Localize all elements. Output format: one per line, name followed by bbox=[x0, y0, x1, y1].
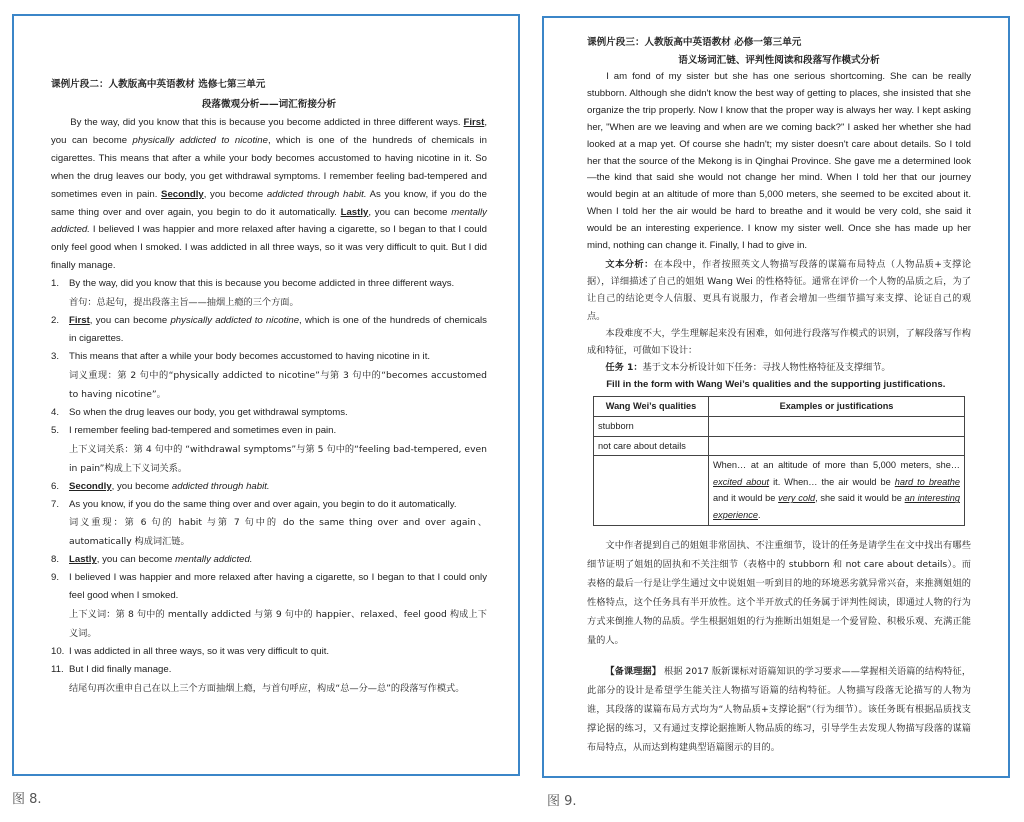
table-header-row bbox=[594, 397, 965, 417]
table-cell bbox=[709, 416, 965, 436]
analysis-note: 上下义词关系：第 4 句中的 “withdrawal symptoms”与第 5 句中的“feeling bad-tempered, even in pain”构成上下义词关系。 bbox=[69, 443, 487, 474]
list-item: 5. I remember feeling bad-tempered and sometimes even in pain. bbox=[51, 424, 337, 436]
table-header: Examples or justifications bbox=[709, 397, 965, 417]
figure-9-caption: 图 9. bbox=[547, 794, 577, 809]
list-item: 2. First, you can become physically addicted to nicotine, which is one of the hundreds of chemicals in cigarettes. bbox=[51, 315, 487, 344]
figure-8-caption: 图 8. bbox=[12, 792, 42, 807]
analysis-note: 结尾句再次重申自己在以上三个方面抽烟上瘾，与首句呼应，构成“总—分—总”的段落写作模式。 bbox=[69, 682, 465, 694]
fig8-heading-1: 课例片段二：人教版高中英语教材 选修七第三单元 bbox=[51, 79, 266, 90]
list-item: 6. Secondly, you become addicted through habit. bbox=[51, 480, 270, 492]
fig8-heading-2: 段落微观分析——词汇衔接分析 bbox=[201, 99, 337, 110]
fig8-paragraph: By the way, did you know that this is because you become addicted in three different ways. First, you can become physically addicted to nicotine, which is one of the hundreds of chemicals in cigarettes. This means that after a while your body becomes accustomed to having nicotine in it. So when the drug leaves our body, you get withdrawal symptoms. I remember feeling bad-tempered and sometimes even in pain. Secondly, you become addicted through habit. As you know, if you do the same thing over and over again, you begin to do it automatically. Lastly, you can become mentally addicted. I believed I was happier and more relaxed after having a cigarette, so I began to that I could only feel good when I smoked. I was addicted in all three ways, so it was very difficult to quit. But I did finally manage. bbox=[51, 117, 487, 272]
figure-8-page bbox=[12, 14, 520, 776]
fig9-heading-2: 语义场词汇链、评判性阅读和段落写作模式分析 bbox=[678, 55, 880, 66]
analysis-note: 首句：总起句，提出段落主旨——抽烟上瘾的三个方面。 bbox=[69, 297, 299, 309]
difficulty-note: 本段难度不大，学生理解起来没有困难，如何进行段落写作模式的识别，了解段落写作构成和特征，可做如下设计： bbox=[587, 327, 971, 356]
secondly-keyword: Secondly bbox=[161, 188, 204, 200]
table-cell: When… at an altitude of more than 5,000 meters, she… excited about it. When… the air would be hard to breathe and it would be very cold, she said it would be an interesting experience. bbox=[709, 456, 965, 525]
task-discussion: 文中作者提到自己的姐姐非常固执、不注重细节，设计的任务是请学生在文中找出有哪些细节证明了姐姐的固执和不关注细节（表格中的 stubborn 和 not care about details）。而表格的最后一行是让学生通过文中说姐姐一听到目的地的环境恶劣就异常兴奋，来推测姐姐的性格特点，这个任务具有半开放性。这个半开放式的任务属于评判性阅读，即通过人物的行为方式来倒推人物的品质。学生根据姐姐的行为推断出姐姐是一个爱冒险、积极乐观、充满正能量的人。 bbox=[587, 539, 971, 646]
list-item: 9. I believed I was happier and more relaxed after having a cigarette, so I began to that I could only feel good when I smoked. bbox=[51, 572, 487, 602]
fig9-heading-1: 课例片段三：人教版高中英语教材 必修一第三单元 bbox=[587, 37, 802, 48]
table-row bbox=[594, 416, 965, 436]
list-item: 7. As you know, if you do the same thing over and over again, you begin to do it automatically. bbox=[51, 498, 457, 510]
text-analysis: 文本分析：在本段中，作者按照英文人物描写段落的谋篇布局特点（人物品质+支撑论据），详细描述了自己的姐姐 Wang Wei 的性格特征。通常在评价一个人物的品质之后，为了让自己的结论更令人信服、更具有说服力，作者会增加一些细节描写来支撑、论证自己的观点。 bbox=[587, 258, 972, 322]
list-item: 4. So when the drug leaves our body, you get withdrawal symptoms. bbox=[51, 406, 348, 418]
table-row bbox=[594, 456, 965, 525]
list-item: 11. But I did finally manage. bbox=[51, 664, 172, 676]
figure-8-content bbox=[51, 78, 487, 698]
list-item: 8. Lastly, you can become mentally addicted. bbox=[51, 554, 253, 566]
analysis-note: 词义重现：第 6 句的 habit 与第 7 句中的 do the same thing over and over again、automatically 构成词汇链。 bbox=[69, 517, 487, 548]
table-cell bbox=[594, 456, 709, 525]
table-header: Wang Wei’s qualities bbox=[594, 397, 709, 417]
qualities-table bbox=[593, 396, 965, 525]
analysis-note: 上下义词：第 8 句中的 mentally addicted 与第 9 句中的 happier、relaxed、feel good 构成上下义词。 bbox=[69, 609, 487, 640]
analysis-note: 词义重现：第 2 句中的“physically addicted to nicotine”与第 3 句中的“becomes accustomed to having nicotine”。 bbox=[69, 369, 487, 400]
first-keyword: First bbox=[463, 117, 485, 128]
table-row bbox=[594, 436, 965, 456]
sentence-list bbox=[51, 275, 487, 698]
lastly-keyword: Lastly bbox=[340, 206, 369, 218]
list-item: 10. I was addicted in all three ways, so it was very difficult to quit. bbox=[51, 646, 330, 658]
table-cell: not care about details bbox=[594, 436, 709, 456]
fig9-paragraph: I am fond of my sister but she has one serious shortcoming. She can be really stubborn. Although she didn't know the best way of getting to places, she insisted that she organize the trip properly. Now I know that the proper way is always her way. I kept asking her, "When are we leaving and when are we coming back?" I asked her whether she had looked at a map yet. Of course she hadn't; my sister doesn't care about details. So I told her that the source of the Mekong is in Qinghai Province. She gave me a determined look—the kind that said she would not change her mind. When I told her that our journey would begin at an altitude of more than 5,000 meters, she seemed to be excited about it. When I told her the air would be hard to breathe and it would be very cold, she said it would be an interesting experience. I know my sister well. Once she has made up her mind, nothing can change it. Finally, I had to give in. bbox=[587, 71, 971, 252]
list-item: 3. This means that after a while your body becomes accustomed to having nicotine in it. bbox=[51, 350, 431, 362]
figure-9-page bbox=[542, 16, 1010, 778]
task-1: 任务 1：基于文本分析设计如下任务：寻找人物性格特征及支撑细节。 bbox=[605, 362, 891, 374]
fill-in-instruction: Fill in the form with Wang Wei’s qualities and the supporting justifications. bbox=[606, 379, 946, 391]
list-item: 1. By the way, did you know that this is because you become addicted in three different ways. bbox=[51, 278, 455, 290]
figure-9-content bbox=[587, 36, 971, 757]
lesson-rationale: 【备课理据】 根据 2017 版新课标对语篇知识的学习要求——掌握相关语篇的结构特征，此部分的设计是希望学生能关注人物描写语篇的结构特征。人物描写段落无论描写的人物为谁，其段落的谋篇布局方式均为“人物品质+支撑论据”（行为细节）。该任务既有根据品质找支撑论据的练习，又有通过支撑论据推断人物品质的练习，引导学生去发现人物描写段落的谋篇布局特点，从而达到构建典型语篇图示的目的。 bbox=[587, 665, 972, 753]
table-cell bbox=[709, 436, 965, 456]
table-cell: stubborn bbox=[594, 416, 709, 436]
